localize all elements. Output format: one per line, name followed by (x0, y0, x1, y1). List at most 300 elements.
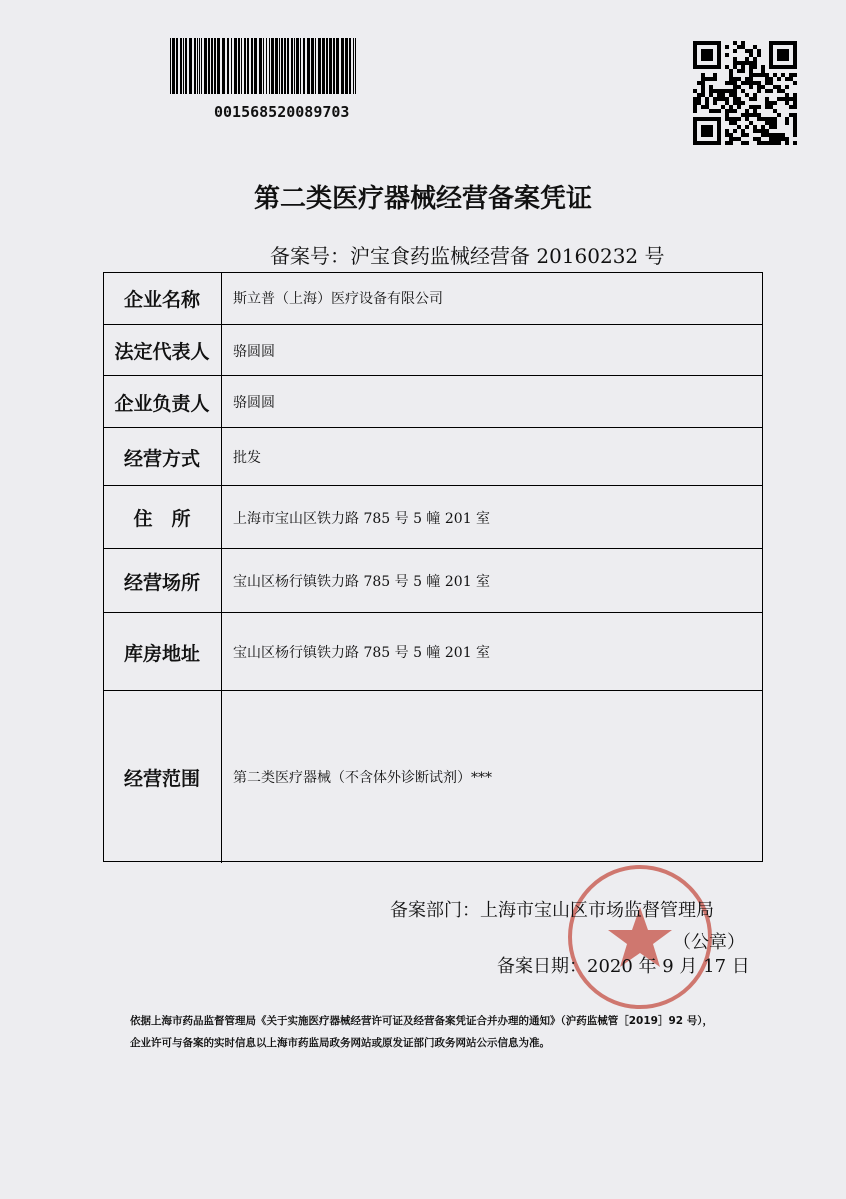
qr-cell (697, 97, 701, 101)
qr-cell (749, 49, 753, 53)
barcode-bar (201, 38, 202, 94)
qr-cell (749, 77, 753, 81)
qr-cell (745, 61, 749, 65)
qr-cell (697, 101, 701, 105)
qr-cell (729, 137, 733, 141)
qr-cell (757, 85, 761, 89)
qr-cell (729, 73, 733, 77)
barcode-bar (259, 38, 262, 94)
table-row (103, 485, 763, 549)
qr-cell (753, 81, 757, 85)
qr-cell (745, 113, 749, 117)
qr-cell (745, 77, 749, 81)
qr-cell (753, 45, 757, 49)
qr-cell (769, 137, 773, 141)
barcode-bar (275, 38, 278, 94)
qr-cell (769, 121, 773, 125)
qr-cell (733, 85, 737, 89)
qr-cell (757, 129, 761, 133)
qr-cell (741, 133, 745, 137)
barcode-bar (185, 38, 187, 94)
qr-cell (741, 41, 745, 45)
qr-cell (765, 77, 769, 81)
qr-cell (733, 49, 737, 53)
qr-cell (777, 141, 781, 145)
qr-cell (733, 77, 737, 81)
qr-cell (725, 81, 729, 85)
qr-cell (733, 137, 737, 141)
qr-cell (785, 97, 789, 101)
qr-cell (733, 97, 737, 101)
qr-cell (745, 117, 749, 121)
row-label: 企业名称 (103, 272, 222, 324)
qr-cell (725, 113, 729, 117)
qr-cell (729, 77, 733, 81)
barcode-bar (296, 38, 299, 94)
qr-cell (741, 89, 745, 93)
qr-cell (725, 45, 729, 49)
qr-cell (713, 89, 717, 93)
qr-cell (765, 121, 769, 125)
barcode-bar (214, 38, 216, 94)
qr-cell (709, 109, 713, 113)
barcode-bar (266, 38, 267, 94)
qr-cell (729, 89, 733, 93)
qr-cell (761, 85, 765, 89)
qr-cell (757, 141, 761, 145)
barcode-bar (291, 38, 293, 94)
qr-cell (737, 117, 741, 121)
qr-cell (721, 89, 725, 93)
qr-cell (701, 73, 705, 77)
qr-cell (753, 129, 757, 133)
barcode-bar (234, 38, 237, 94)
qr-cell (749, 97, 753, 101)
qr-cell (745, 93, 749, 97)
qr-cell (737, 77, 741, 81)
qr-cell (709, 77, 713, 81)
qr-cell (785, 117, 789, 121)
barcode-bar (345, 38, 348, 94)
row-value: 批发 (233, 450, 261, 466)
barcode-bar (322, 38, 325, 94)
qr-cell (733, 129, 737, 133)
qr-cell (725, 97, 729, 101)
qr-cell (773, 73, 777, 77)
qr-cell (733, 117, 737, 121)
qr-cell (729, 133, 733, 137)
qr-cell (717, 93, 721, 97)
barcode-bar (204, 38, 207, 94)
barcode-bar (251, 38, 253, 94)
barcode-bar (294, 38, 295, 94)
qr-cell (769, 105, 773, 109)
qr-cell (757, 81, 761, 85)
qr-cell (765, 81, 769, 85)
qr-cell (733, 81, 737, 85)
qr-cell (729, 141, 733, 145)
table-row (103, 272, 763, 324)
qr-cell (729, 81, 733, 85)
qr-cell (709, 85, 713, 89)
qr-cell (785, 77, 789, 81)
qr-cell (773, 121, 777, 125)
qr-cell (749, 81, 753, 85)
qr-cell (785, 85, 789, 89)
registration-number: 备案号：沪宝食药监械经营备 20160232 号 (270, 244, 665, 268)
qr-cell (705, 77, 709, 81)
qr-cell (733, 61, 737, 65)
qr-finder (701, 49, 713, 61)
qr-cell (693, 109, 697, 113)
qr-cell (713, 97, 717, 101)
qr-cell (757, 137, 761, 141)
qr-cell (793, 73, 797, 77)
qr-cell (725, 101, 729, 105)
qr-cell (761, 65, 765, 69)
qr-cell (753, 57, 757, 61)
row-value: 宝山区杨行镇铁力路 785 号 5 幢 201 室 (233, 574, 491, 590)
qr-cell (757, 105, 761, 109)
qr-cell (793, 113, 797, 117)
qr-cell (697, 93, 701, 97)
qr-cell (753, 61, 757, 65)
qr-cell (781, 137, 785, 141)
qr-cell (765, 101, 769, 105)
row-label: 库房地址 (103, 613, 222, 691)
barcode-bar (287, 38, 289, 94)
barcode-bar (180, 38, 182, 94)
barcode-bar (176, 38, 178, 94)
barcode-image (170, 38, 360, 94)
barcode-bar (300, 38, 301, 94)
barcode-bar (194, 38, 196, 94)
qr-cell (701, 81, 705, 85)
barcode-bar (189, 38, 192, 94)
qr-cell (773, 109, 777, 113)
qr-cell (785, 101, 789, 105)
qr-cell (749, 121, 753, 125)
barcode-number: 001568520089703 (214, 103, 350, 121)
qr-cell (713, 101, 717, 105)
qr-cell (749, 69, 753, 73)
qr-cell (753, 113, 757, 117)
barcode-bar (244, 38, 246, 94)
qr-cell (741, 81, 745, 85)
qr-cell (729, 121, 733, 125)
qr-cell (777, 77, 781, 81)
qr-cell (769, 101, 773, 105)
qr-cell (745, 57, 749, 61)
qr-cell (757, 89, 761, 93)
qr-cell (761, 125, 765, 129)
qr-cell (793, 93, 797, 97)
qr-cell (749, 85, 753, 89)
qr-cell (741, 45, 745, 49)
qr-cell (773, 101, 777, 105)
qr-cell (729, 105, 733, 109)
qr-cell (757, 117, 761, 121)
qr-cell (757, 49, 761, 53)
barcode-bar (231, 38, 232, 94)
barcode-bar (307, 38, 310, 94)
qr-cell (765, 141, 769, 145)
barcode-bar (247, 38, 249, 94)
qr-cell (705, 97, 709, 101)
qr-cell (725, 129, 729, 133)
qr-cell (769, 117, 773, 121)
qr-cell (773, 141, 777, 145)
qr-cell (793, 121, 797, 125)
row-label: 经营范围 (103, 691, 222, 863)
qr-cell (693, 97, 697, 101)
qr-cell (737, 101, 741, 105)
qr-cell (733, 121, 737, 125)
qr-cell (789, 77, 793, 81)
qr-cell (761, 141, 765, 145)
qr-cell (765, 129, 769, 133)
qr-cell (753, 137, 757, 141)
qr-finder (701, 125, 713, 137)
qr-cell (737, 85, 741, 89)
qr-cell (761, 133, 765, 137)
barcode-bar (284, 38, 286, 94)
row-value: 第二类医疗器械（不含体外诊断试剂）*** (233, 770, 492, 786)
barcode-bar (271, 38, 274, 94)
qr-cell (729, 109, 733, 113)
qr-cell (733, 65, 737, 69)
qr-cell (785, 121, 789, 125)
row-value: 宝山区杨行镇铁力路 785 号 5 幢 201 室 (233, 645, 491, 661)
barcode-bar (353, 38, 354, 94)
qr-cell (789, 113, 793, 117)
barcode-bar (238, 38, 240, 94)
qr-cell (749, 65, 753, 69)
barcode-bar (318, 38, 321, 94)
qr-cell (773, 117, 777, 121)
table-row (103, 612, 763, 691)
qr-cell (741, 61, 745, 65)
qr-cell (749, 53, 753, 57)
qr-cell (741, 129, 745, 133)
qr-cell (793, 101, 797, 105)
qr-code-image (693, 41, 797, 145)
barcode-bar (303, 38, 305, 94)
qr-cell (737, 61, 741, 65)
qr-cell (769, 141, 773, 145)
barcode-bar (254, 38, 257, 94)
qr-cell (725, 53, 729, 57)
qr-cell (701, 89, 705, 93)
qr-cell (789, 73, 793, 77)
qr-cell (701, 93, 705, 97)
qr-cell (765, 117, 769, 121)
qr-cell (789, 97, 793, 101)
qr-cell (749, 105, 753, 109)
qr-cell (745, 49, 749, 53)
row-value: 骆圆圆 (233, 395, 275, 411)
qr-cell (777, 97, 781, 101)
qr-cell (733, 93, 737, 97)
qr-cell (713, 77, 717, 81)
qr-cell (761, 117, 765, 121)
barcode-bar (208, 38, 210, 94)
qr-cell (721, 93, 725, 97)
barcode-bar (269, 38, 270, 94)
qr-cell (793, 105, 797, 109)
qr-cell (709, 93, 713, 97)
qr-cell (733, 57, 737, 61)
qr-cell (713, 73, 717, 77)
filing-date: 备案日期：2020 年 9 月 17 日 (497, 956, 750, 977)
qr-cell (693, 101, 697, 105)
qr-cell (753, 73, 757, 77)
qr-cell (777, 85, 781, 89)
barcode-bar (211, 38, 213, 94)
barcode-bar (329, 38, 332, 94)
qr-cell (765, 97, 769, 101)
qr-cell (793, 81, 797, 85)
qr-cell (777, 113, 781, 117)
qr-cell (745, 109, 749, 113)
qr-cell (725, 109, 729, 113)
barcode-bar (263, 38, 264, 94)
qr-cell (701, 85, 705, 89)
table-row (103, 690, 763, 863)
qr-cell (777, 137, 781, 141)
qr-cell (761, 69, 765, 73)
qr-cell (745, 81, 749, 85)
qr-cell (701, 77, 705, 81)
qr-cell (773, 85, 777, 89)
barcode-bar (183, 38, 184, 94)
row-label: 经营方式 (103, 428, 222, 486)
qr-cell (745, 125, 749, 129)
barcode-bar (349, 38, 351, 94)
qr-cell (793, 133, 797, 137)
qr-cell (769, 81, 773, 85)
row-value: 斯立普（上海）医疗设备有限公司 (233, 291, 443, 307)
qr-cell (757, 73, 761, 77)
qr-cell (753, 105, 757, 109)
qr-cell (765, 89, 769, 93)
barcode-bar (315, 38, 316, 94)
qr-cell (737, 105, 741, 109)
qr-cell (725, 141, 729, 145)
qr-cell (705, 105, 709, 109)
qr-cell (693, 89, 697, 93)
qr-cell (769, 133, 773, 137)
row-label: 法定代表人 (103, 325, 222, 376)
qr-cell (717, 109, 721, 113)
qr-cell (773, 125, 777, 129)
barcode-bar (170, 38, 171, 94)
barcode-bar (199, 38, 200, 94)
row-label: 经营场所 (103, 549, 222, 613)
qr-cell (773, 133, 777, 137)
qr-cell (777, 133, 781, 137)
qr-cell (757, 53, 761, 57)
qr-cell (765, 105, 769, 109)
qr-cell (753, 93, 757, 97)
barcode-bar (222, 38, 225, 94)
qr-cell (733, 89, 737, 93)
qr-cell (717, 97, 721, 101)
qr-cell (737, 69, 741, 73)
qr-cell (769, 89, 773, 93)
row-value: 骆圆圆 (233, 343, 275, 360)
qr-cell (785, 137, 789, 141)
qr-cell (793, 141, 797, 145)
qr-cell (781, 97, 785, 101)
footer-line-1: 依据上海市药品监督管理局《关于实施医疗器械经营许可证及经营备案凭证合并办理的通知》（沪药监械管［2019］92 号）， (130, 1015, 713, 1027)
qr-finder (777, 49, 789, 61)
qr-cell (737, 125, 741, 129)
qr-cell (741, 141, 745, 145)
footer-note (130, 1010, 770, 1054)
barcode-bar (279, 38, 280, 94)
qr-cell (737, 137, 741, 141)
row-label: 住 所 (103, 486, 222, 549)
qr-cell (765, 73, 769, 77)
qr-cell (729, 69, 733, 73)
qr-cell (761, 73, 765, 77)
barcode-bar (311, 38, 314, 94)
row-value: 上海市宝山区铁力路 785 号 5 幢 201 室 (233, 510, 491, 527)
qr-cell (701, 105, 705, 109)
footer-line-2: 企业许可与备案的实时信息以上海市药监局政务网站或原发证部门政务网站公示信息为准。 (130, 1037, 550, 1049)
barcode-bar (341, 38, 344, 94)
barcode-bar (217, 38, 220, 94)
qr-cell (741, 101, 745, 105)
qr-cell (757, 113, 761, 117)
qr-cell (741, 69, 745, 73)
qr-cell (737, 45, 741, 49)
qr-cell (777, 89, 781, 93)
filing-department: 备案部门：上海市宝山区市场监督管理局 (390, 900, 714, 921)
table-row (103, 427, 763, 486)
qr-cell (709, 89, 713, 93)
qr-cell (749, 61, 753, 65)
qr-cell (789, 105, 793, 109)
qr-cell (785, 141, 789, 145)
qr-cell (693, 105, 697, 109)
barcode-bar (227, 38, 229, 94)
qr-cell (725, 65, 729, 69)
qr-cell (753, 125, 757, 129)
qr-cell (773, 137, 777, 141)
barcode-bar (197, 38, 198, 94)
qr-cell (745, 133, 749, 137)
barcode-bar (333, 38, 335, 94)
qr-cell (769, 77, 773, 81)
row-label: 企业负责人 (103, 376, 222, 428)
qr-cell (769, 125, 773, 129)
qr-cell (697, 81, 701, 85)
qr-cell (793, 117, 797, 121)
qr-cell (733, 41, 737, 45)
qr-cell (705, 101, 709, 105)
qr-cell (781, 133, 785, 137)
qr-cell (725, 89, 729, 93)
qr-cell (749, 113, 753, 117)
qr-cell (761, 129, 765, 133)
qr-cell (793, 129, 797, 133)
qr-cell (781, 89, 785, 93)
barcode-bar (355, 38, 356, 94)
qr-cell (721, 97, 725, 101)
qr-cell (793, 97, 797, 101)
